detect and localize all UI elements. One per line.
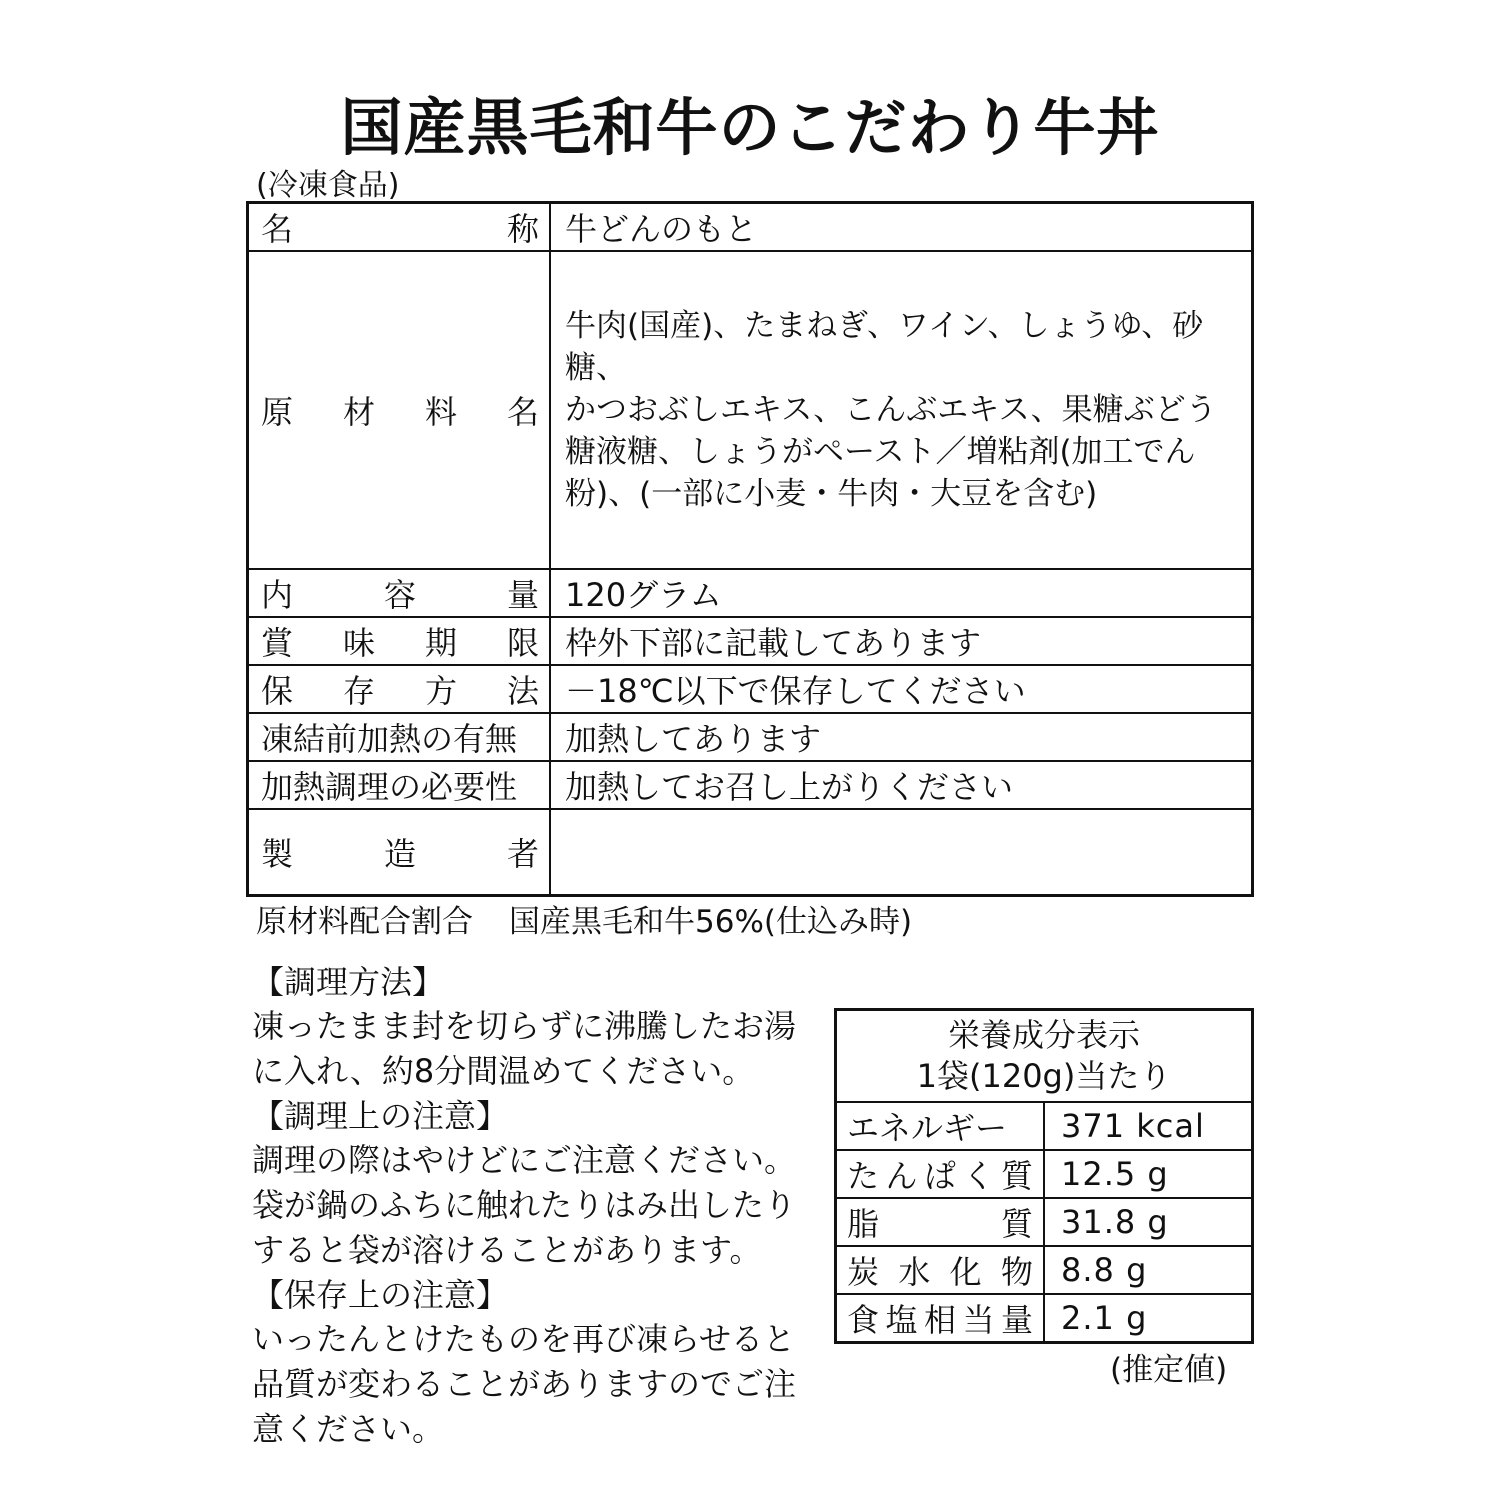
ingredient-ratio (256, 896, 948, 941)
ratio-label: 原材料配合割合 (256, 904, 473, 940)
label-cell: 保 存 方 法 (248, 665, 551, 713)
section-heading: 【調理上の注意】 (252, 1097, 509, 1135)
pre-freeze-heating-value: 加熱してあります (550, 713, 1253, 761)
table-row (248, 203, 1253, 252)
storage-method-value: －18℃以下で保存してください (550, 665, 1253, 713)
nutrient-label: 脂 質 (836, 1198, 1045, 1246)
cooking-instructions (252, 960, 812, 1452)
nutrient-value: 2.1 g (1044, 1294, 1253, 1343)
product-name-value: 牛どんのもと (550, 203, 1253, 252)
table-row (248, 251, 1253, 569)
section-heading: 【調理方法】 (252, 963, 445, 1001)
table-row (248, 761, 1253, 809)
table-row (248, 713, 1253, 761)
table-row (836, 1010, 1253, 1103)
label-cell: 製 造 者 (248, 809, 551, 895)
nutrient-label: た ん ぱ く 質 (836, 1150, 1045, 1198)
label-cell: 名 称 (248, 203, 551, 252)
nutrient-label: 食 塩 相 当 量 (836, 1294, 1045, 1343)
nutrient-label: エネルギー (836, 1102, 1045, 1150)
estimate-note: (推定値) (1110, 1352, 1228, 1388)
section-heading: 【保存上の注意】 (252, 1276, 509, 1314)
section-text: 調理の際はやけどにご注意ください。袋が鍋のふちに触れたりはみ出したりすると袋が溶けることがあります。 (252, 1141, 797, 1269)
nutrition-header: 栄養成分表示 1袋(120g)当たり (836, 1010, 1253, 1103)
table-row (248, 617, 1253, 665)
product-category: (冷凍食品) (256, 168, 400, 203)
label-cell: 賞 味 期 限 (248, 617, 551, 665)
label-cell: 原 材 料 名 (248, 251, 551, 569)
product-title: 国産黒毛和牛のこだわり牛丼 (340, 91, 1160, 164)
nutrition-facts-table (834, 1008, 1254, 1344)
section-text: いったんとけたものを再び凍らせると品質が変わることがありますのでご注意ください。 (252, 1320, 797, 1448)
table-row (248, 569, 1253, 617)
manufacturer-value (550, 809, 1253, 895)
best-before-value: 枠外下部に記載してあります (550, 617, 1253, 665)
table-row (836, 1246, 1253, 1294)
nutrient-label: 炭 水 化 物 (836, 1246, 1045, 1294)
table-row (836, 1150, 1253, 1198)
section-text: 凍ったまま封を切らずに沸騰したお湯に入れ、約8分間温めてください。 (252, 1007, 797, 1090)
table-row (836, 1102, 1253, 1150)
product-label-table (246, 201, 1254, 897)
table-row (248, 809, 1253, 895)
table-row (836, 1198, 1253, 1246)
table-row (836, 1294, 1253, 1343)
nutrient-value: 12.5 g (1044, 1150, 1253, 1198)
label-cell: 凍結前加熱の有無 (248, 713, 551, 761)
net-content-value: 120グラム (550, 569, 1253, 617)
label-cell: 加熱調理の必要性 (248, 761, 551, 809)
cooking-required-value: 加熱してお召し上がりください (550, 761, 1253, 809)
nutrient-value: 31.8 g (1044, 1198, 1253, 1246)
ratio-value: 国産黒毛和牛56%(仕込み時) (509, 904, 913, 940)
label-cell: 内 容 量 (248, 569, 551, 617)
ingredients-value: 牛肉(国産)、たまねぎ、ワイン、しょうゆ、砂糖、 かつおぶしエキス、こんぶエキス、果糖ぶどう 糖液糖、しょうがペースト／増粘剤(加工でん 粉)、(一部に小麦・牛肉・大豆を含む) (550, 251, 1253, 569)
table-row (248, 665, 1253, 713)
nutrient-value: 371 kcal (1044, 1102, 1253, 1150)
nutrient-value: 8.8 g (1044, 1246, 1253, 1294)
